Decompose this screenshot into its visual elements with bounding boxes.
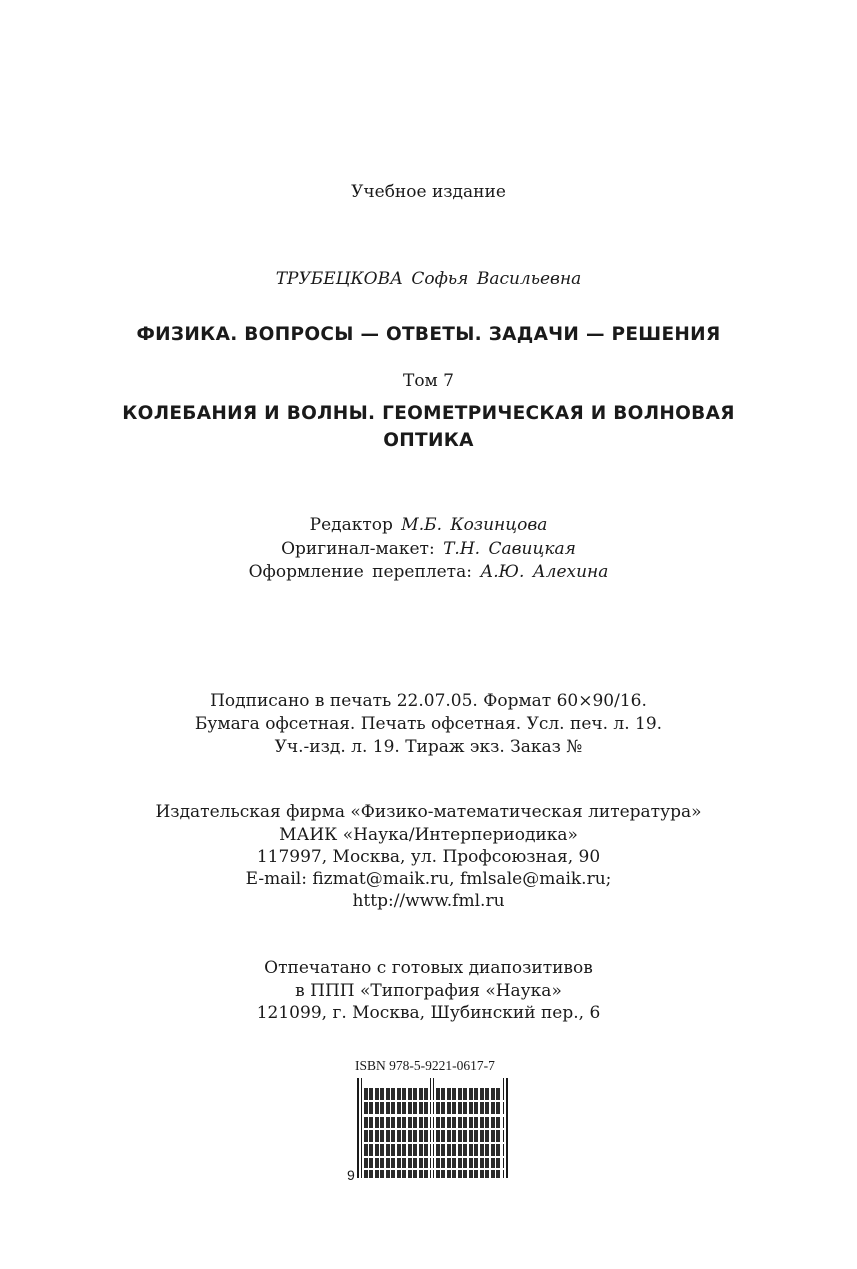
- publisher-line-1: Издательская фирма «Физико-математическая литература»: [155, 802, 702, 822]
- author-name: ТРУБЕЦКОВА Софья Васильевна: [275, 269, 582, 289]
- book-title-line-2: ОПТИКА: [383, 430, 474, 451]
- publisher-line-5: http://www.fml.ru: [352, 891, 505, 911]
- volume-number: Том 7: [402, 371, 455, 391]
- printer-line-3: 121099, г. Москва, Шубинский пер., 6: [256, 1003, 601, 1023]
- credit-role: Оригинал-макет:: [281, 539, 435, 559]
- publisher-line-3: 117997, Москва, ул. Профсоюзная, 90: [256, 847, 601, 867]
- series-title: ФИЗИКА. ВОПРОСЫ — ОТВЕТЫ. ЗАДАЧИ — РЕШЕНИЯ: [136, 324, 721, 345]
- credit-person: Т.Н. Савицкая: [443, 539, 576, 559]
- isbn-number: ISBN 978-5-9221-0617-7: [355, 1058, 495, 1073]
- printer-line-2: в ППП «Типография «Наука»: [295, 981, 562, 1001]
- credit-role: Оформление переплета:: [248, 562, 472, 582]
- credit-role: Редактор: [309, 515, 393, 535]
- barcode-digit: 9: [347, 1167, 355, 1183]
- isbn-barcode: [345, 1058, 515, 1183]
- printer-line-1: Отпечатано с готовых диапозитивов: [264, 958, 593, 978]
- credit-cover-design: [0, 561, 857, 583]
- credit-person: М.Б. Козинцова: [401, 515, 548, 535]
- book-title-line-1: КОЛЕБАНИЯ И ВОЛНЫ. ГЕОМЕТРИЧЕСКАЯ И ВОЛНОВАЯ: [122, 403, 735, 424]
- publisher-line-4: E-mail: fizmat@maik.ru, fmlsale@maik.ru;: [245, 869, 612, 889]
- print-info-line-3: Уч.-изд. л. 19. Тираж экз. Заказ №: [274, 737, 583, 757]
- credit-layout: [0, 538, 857, 560]
- credit-editor: [0, 514, 857, 536]
- print-info-line-1: Подписано в печать 22.07.05. Формат 60×90/16.: [210, 691, 647, 711]
- publisher-line-2: МАИК «Наука/Интерпериодика»: [279, 825, 578, 845]
- barcode-icon: [345, 1078, 515, 1183]
- edition-type: Учебное издание: [351, 182, 506, 202]
- print-info-line-2: Бумага офсетная. Печать офсетная. Усл. печ. л. 19.: [194, 714, 663, 734]
- credit-person: А.Ю. Алехина: [480, 562, 609, 582]
